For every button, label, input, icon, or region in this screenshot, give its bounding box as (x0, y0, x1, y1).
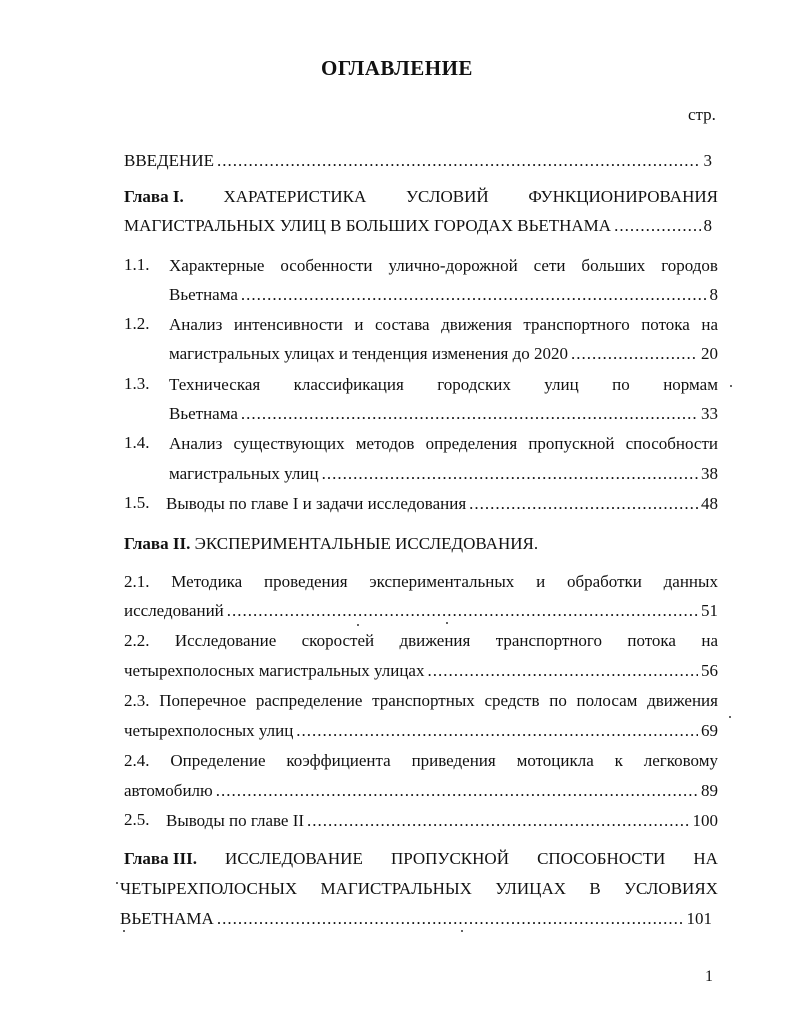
section-word: полосам (576, 691, 638, 710)
scan-speck (123, 930, 125, 932)
section-2-3-line2[interactable] (124, 720, 718, 742)
leader-dots (571, 343, 698, 365)
section-text: Выводы по главе II (166, 811, 305, 830)
toc-entry-page: 56 (701, 661, 718, 680)
section-number: 1.2. (124, 314, 150, 333)
section-text: Вьетнама (169, 285, 238, 304)
section-2-2-line2[interactable] (124, 660, 718, 682)
leader-dots (227, 600, 698, 622)
toc-entry-page: 89 (701, 781, 718, 800)
section-text: четырехполосных магистральных улицах (124, 661, 425, 680)
leader-dots (216, 780, 698, 802)
section-word: особенности (280, 256, 373, 275)
leader-dots (614, 215, 700, 237)
section-1-1-line1[interactable] (169, 255, 718, 277)
chapter-3-heading-line2[interactable] (120, 878, 718, 900)
leader-dots (241, 284, 707, 306)
leader-dots (307, 810, 689, 832)
toc-entry-page: 69 (701, 721, 718, 740)
section-1-2-line2[interactable] (169, 343, 718, 365)
chapter-title: МАГИСТРАЛЬНЫХ УЛИЦ В БОЛЬШИХ ГОРОДАХ ВЬЕТНАМА (124, 216, 612, 235)
section-text: исследований (124, 601, 224, 620)
section-word: больших (581, 256, 646, 275)
leader-dots (469, 493, 698, 515)
leader-dots (217, 908, 684, 930)
toc-entry-page: 8 (709, 285, 718, 304)
toc-entry-page: 33 (701, 404, 718, 423)
section-word: к (614, 751, 623, 770)
section-word: существующих (233, 434, 345, 453)
section-word: транспортного (495, 631, 602, 650)
toc-entry-intro[interactable] (124, 150, 712, 172)
section-word: мотоцикла (516, 751, 594, 770)
heading-word: ХАРАТЕРИСТИКА (223, 187, 367, 206)
leader-dots (427, 660, 698, 682)
section-word: на (701, 631, 718, 650)
section-word: классификация (293, 375, 404, 394)
section-word: данных (663, 572, 718, 591)
section-word: методов (355, 434, 415, 453)
heading-word: МАГИСТРАЛЬНЫХ (320, 879, 472, 898)
section-word: Методика (171, 572, 243, 591)
section-number: 1.1. (124, 255, 150, 274)
section-2-1-line1[interactable] (124, 571, 718, 593)
section-1-4-line2[interactable] (169, 463, 718, 485)
toc-entry-page: 20 (701, 344, 718, 363)
heading-word: НА (693, 849, 718, 868)
leader-dots (322, 463, 698, 485)
chapter-title: ЭКСПЕРИМЕНТАЛЬНЫЕ ИССЛЕДОВАНИЯ. (194, 534, 539, 553)
section-word: способности (625, 434, 718, 453)
section-word: Характерные (169, 256, 265, 275)
section-1-2-line1[interactable] (169, 314, 718, 336)
section-number: 2.3. (124, 691, 150, 710)
chapter-2-heading[interactable] (124, 533, 538, 555)
heading-word: УЛИЦАХ (495, 879, 567, 898)
section-word: движения (441, 315, 512, 334)
chapter-3-heading-line1[interactable] (124, 848, 718, 870)
section-2-3-line1[interactable] (124, 690, 718, 712)
section-text: четырехполосных улиц (124, 721, 294, 740)
section-word: потока (627, 631, 676, 650)
section-word: городских (437, 375, 511, 394)
chapter-1-heading-line2[interactable] (124, 215, 712, 237)
scan-speck (357, 624, 359, 626)
section-text: Вьетнама (169, 404, 238, 423)
section-word: и (536, 572, 546, 591)
section-word: городов (661, 256, 718, 275)
section-word: движения (399, 631, 471, 650)
section-word: средств (484, 691, 540, 710)
toc-entry-page: 8 (703, 216, 712, 235)
section-word: транспортных (372, 691, 475, 710)
chapter-prefix: Глава I. (124, 187, 184, 206)
section-word: Поперечное (159, 691, 247, 710)
section-1-1-line2[interactable] (169, 284, 718, 306)
section-number: 1.4. (124, 433, 150, 452)
scan-speck (446, 622, 448, 624)
section-word: интенсивности (233, 315, 343, 334)
section-word: коэффициента (286, 751, 391, 770)
section-word: улиц (544, 375, 579, 394)
section-word: Анализ (169, 434, 223, 453)
heading-word: ИССЛЕДОВАНИЕ (225, 849, 363, 868)
section-2-4-line1[interactable] (124, 750, 718, 772)
section-word: улично-дорожной (388, 256, 518, 275)
section-word: приведения (411, 751, 496, 770)
section-word: на (701, 315, 718, 334)
heading-word: СПОСОБНОСТИ (537, 849, 666, 868)
section-1-3-line2[interactable] (169, 403, 718, 425)
section-text: магистральных улиц (169, 464, 319, 483)
section-number: 2.2. (124, 631, 150, 650)
section-word: определения (425, 434, 518, 453)
section-word: по (612, 375, 630, 394)
section-2-1-line2[interactable] (124, 600, 718, 622)
chapter-title: ВЬЕТНАМА (120, 909, 214, 928)
section-word: экспериментальных (369, 572, 515, 591)
section-1-5[interactable] (166, 493, 718, 515)
toc-entry-page: 101 (686, 909, 712, 928)
chapter-3-heading-line3[interactable] (120, 908, 712, 930)
section-word: скоростей (301, 631, 375, 650)
section-number: 2.5. (124, 810, 150, 829)
section-word: пропускной (528, 434, 615, 453)
chapter-prefix: Глава II. (124, 534, 191, 553)
page-title: ОГЛАВЛЕНИЕ (321, 56, 473, 80)
toc-entry-page: 100 (692, 811, 718, 830)
section-word: распределение (255, 691, 363, 710)
toc-entry-page: 51 (701, 601, 718, 620)
section-word: потока (641, 315, 690, 334)
scan-speck (116, 882, 118, 884)
heading-word: УСЛОВИЯХ (623, 879, 718, 898)
section-1-3-line1[interactable] (169, 374, 718, 396)
section-number: 1.5. (124, 493, 150, 512)
section-text: магистральных улицах и тенденция изменения до 2020 (169, 344, 569, 363)
heading-word: ПРОПУСКНОЙ (390, 849, 509, 868)
section-word: Анализ (169, 315, 223, 334)
section-word: проведения (264, 572, 348, 591)
heading-word: ФУНКЦИОНИРОВАНИЯ (528, 187, 718, 206)
section-word: обработки (566, 572, 642, 591)
section-2-5[interactable] (166, 810, 718, 832)
chapter-prefix: Глава III. (124, 849, 197, 868)
scan-speck (729, 716, 731, 718)
heading-word: В (589, 879, 601, 898)
section-word: и (354, 315, 364, 334)
section-word: по (549, 691, 567, 710)
section-2-2-line1[interactable] (124, 630, 718, 652)
leader-dots (296, 720, 698, 742)
section-1-4-line1[interactable] (169, 433, 718, 455)
page-column-label: стр. (688, 105, 716, 124)
section-2-4-line2[interactable] (124, 780, 718, 802)
leader-dots (241, 403, 698, 425)
section-word: легковому (643, 751, 718, 770)
section-word: Исследование (174, 631, 277, 650)
section-word: Техническая (169, 375, 261, 394)
section-word: нормам (663, 375, 718, 394)
section-word: сети (533, 256, 566, 275)
section-word: движения (647, 691, 718, 710)
section-text: Выводы по главе I и задачи исследования (166, 494, 467, 513)
page-number: 1 (705, 968, 713, 985)
scan-speck (730, 385, 732, 387)
section-number: 2.4. (124, 751, 150, 770)
section-word: Определение (170, 751, 266, 770)
scan-speck (461, 930, 463, 932)
toc-entry-label: ВВЕДЕНИЕ (124, 151, 214, 170)
toc-entry-page: 38 (701, 464, 718, 483)
heading-word: УСЛОВИЙ (406, 187, 489, 206)
section-number: 2.1. (124, 572, 150, 591)
heading-word: ЧЕТЫРЕХПОЛОСНЫХ (120, 879, 298, 898)
toc-entry-page: 3 (703, 151, 712, 170)
leader-dots (217, 150, 701, 172)
section-text: автомобилю (124, 781, 213, 800)
toc-entry-page: 48 (701, 494, 718, 513)
section-word: транспортного (523, 315, 630, 334)
section-word: состава (375, 315, 430, 334)
section-number: 1.3. (124, 374, 150, 393)
chapter-1-heading-line1[interactable] (124, 186, 718, 208)
